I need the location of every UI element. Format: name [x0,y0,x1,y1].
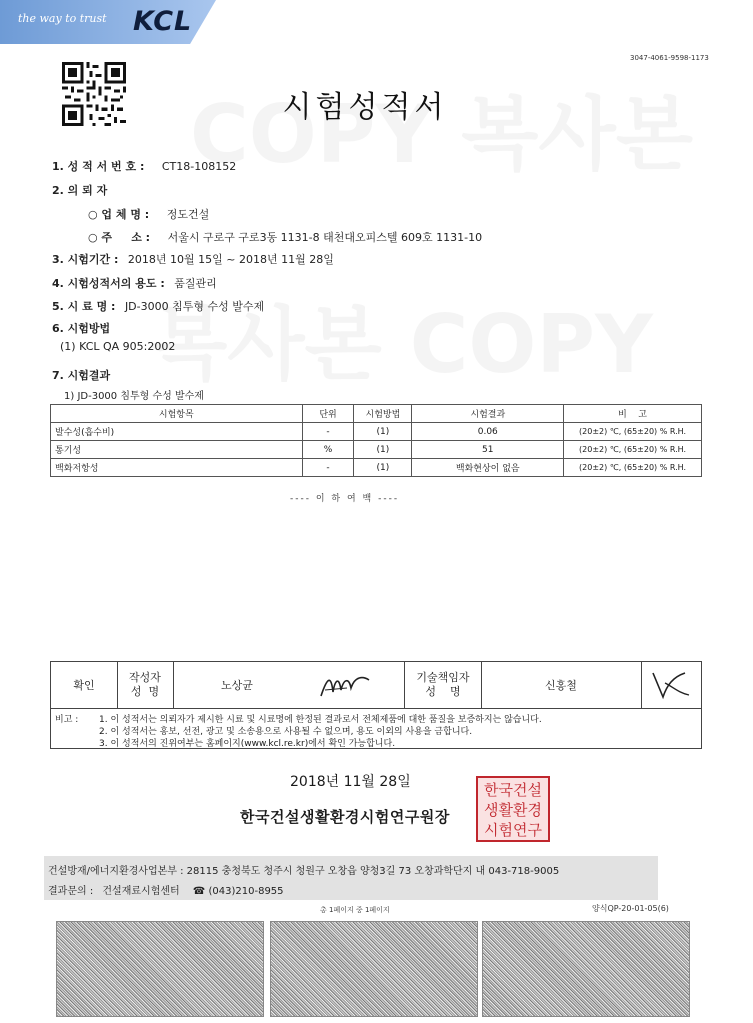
page-title: 시험성적서 [282,90,448,125]
column-header: 비 고 [564,405,702,423]
results-subtitle: 1) JD-3000 침투형 수성 발수제 [64,391,204,402]
company-field [88,206,209,222]
note-line: 1. 이 성적서는 의뢰자가 제시한 시료 및 시료명에 한정된 결과로서 전체제품에 대한 품질을 보증하지는 않습니다. [99,715,542,725]
page-info: 총 1페이지 중 1페이지 [320,906,390,914]
purpose-field [52,275,217,291]
table-cell: - [302,423,354,441]
notes-label: 비고 : [55,715,79,725]
report-number-label: 1. 성 적 서 번 호 : [52,160,145,173]
company-value: 정도건설 [166,208,210,221]
official-seal [476,776,550,842]
tech-label [405,662,482,708]
table-cell: (20±2) ℃, (65±20) % R.H. [564,441,702,459]
tech-signature-cell [641,662,701,708]
inquiry-phone: ☎ (043)210-8955 [192,886,284,897]
sample-value: JD-3000 침투형 수성 발수제 [124,300,265,313]
period-value: 2018년 10월 15일 ~ 2018년 11월 28일 [127,253,334,266]
report-number-value: CT18-108152 [161,160,237,173]
table-cell: 통기성 [51,441,303,459]
address-value: 서울시 구로구 구로3동 1131-8 태천대오피스텔 609호 1131-10 [167,231,483,244]
inquiry-label: 결과문의 : [48,886,94,897]
kcl-logo: KCL [133,6,193,37]
table-cell: (20±2) ℃, (65±20) % R.H. [564,459,702,477]
table-cell: % [302,441,354,459]
writer-signature-icon [317,670,377,700]
tech-label-line: 성 명 [425,685,461,698]
results-label: 7. 시험결과 [52,369,111,382]
note-line: 2. 이 성적서는 홍보, 선전, 광고 및 소송용으로 사용될 수 없으며, 용도 이외의 사용을 금합니다. [99,727,473,737]
form-number: 양식QP-20-01-05(6) [592,904,669,913]
writer-name-cell [173,662,405,708]
writer-label-line: 성 명 [130,685,160,698]
inquiry-dept: 건설재료시험센터 [102,886,180,897]
column-header: 시험방법 [354,405,412,423]
company-label: ○ 업 체 명 : [88,208,150,221]
table-cell: 0.06 [412,423,564,441]
tech-signature-icon [649,667,693,703]
sample-field [52,298,264,314]
security-pattern [482,921,690,1017]
issue-date: 2018년 11월 28일 [290,774,411,790]
footer-inquiry [48,882,284,897]
column-header: 단위 [302,405,354,423]
results-table [50,404,702,477]
table-row [51,459,702,477]
tech-label-line: 기술책임자 [416,671,470,684]
document-number: 3047-4061-9598-1173 [630,54,709,62]
seal-line: 생활환경 [484,801,542,819]
column-header: 시험항목 [51,405,303,423]
table-cell: (20±2) ℃, (65±20) % R.H. [564,423,702,441]
table-cell: (1) [354,423,412,441]
writer-name: 노상균 [221,679,253,692]
address-label: ○ 주 소 : [88,231,151,244]
note-line: 3. 이 성적서의 진위여부는 홈페이지(www.kcl.re.kr)에서 확인 가능합니다. [99,739,396,749]
end-of-content-mark: ---- 이 하 여 백 ---- [290,494,400,504]
method-label: 6. 시험방법 [52,322,111,335]
table-cell: (1) [354,441,412,459]
seal-line: 시험연구 [484,821,542,839]
table-cell: 백화저항성 [51,459,303,477]
client-label: 2. 의 뢰 자 [52,184,108,197]
confirm-label: 확인 [51,662,118,708]
table-cell: 발수성(흡수비) [51,423,303,441]
table-row [51,423,702,441]
purpose-label: 4. 시험성적서의 용도 : [52,277,165,290]
table-row [51,441,702,459]
tech-name: 신홍철 [481,662,642,708]
sample-label: 5. 시 료 명 : [52,300,116,313]
purpose-value: 품질관리 [174,277,217,290]
table-cell: 51 [412,441,564,459]
report-number-field [52,158,236,174]
method-value: (1) KCL QA 905:2002 [60,340,176,353]
writer-label [117,662,174,708]
period-label: 3. 시험기간 : [52,253,119,266]
qr-code-icon [62,62,126,126]
footer-address: 건설방재/에너지환경사업본부 : 28115 충청북도 청주시 청원구 오창읍 양청3길 73 오창과학단지 내 043-718-9005 [48,866,560,877]
table-cell: - [302,459,354,477]
writer-label-line: 작성자 [129,671,161,684]
period-field [52,251,334,267]
address-field [88,229,482,245]
table-cell: 백화현상이 없음 [412,459,564,477]
notes-box [50,709,702,749]
table-cell: (1) [354,459,412,477]
table-header-row [51,405,702,423]
security-pattern [270,921,478,1017]
signature-block [50,661,702,709]
tagline: the way to trust [18,12,107,25]
seal-line: 한국건설 [484,781,542,799]
security-pattern [56,921,264,1017]
issuing-institute: 한국건설생활환경시험연구원장 [240,808,450,826]
column-header: 시험결과 [412,405,564,423]
